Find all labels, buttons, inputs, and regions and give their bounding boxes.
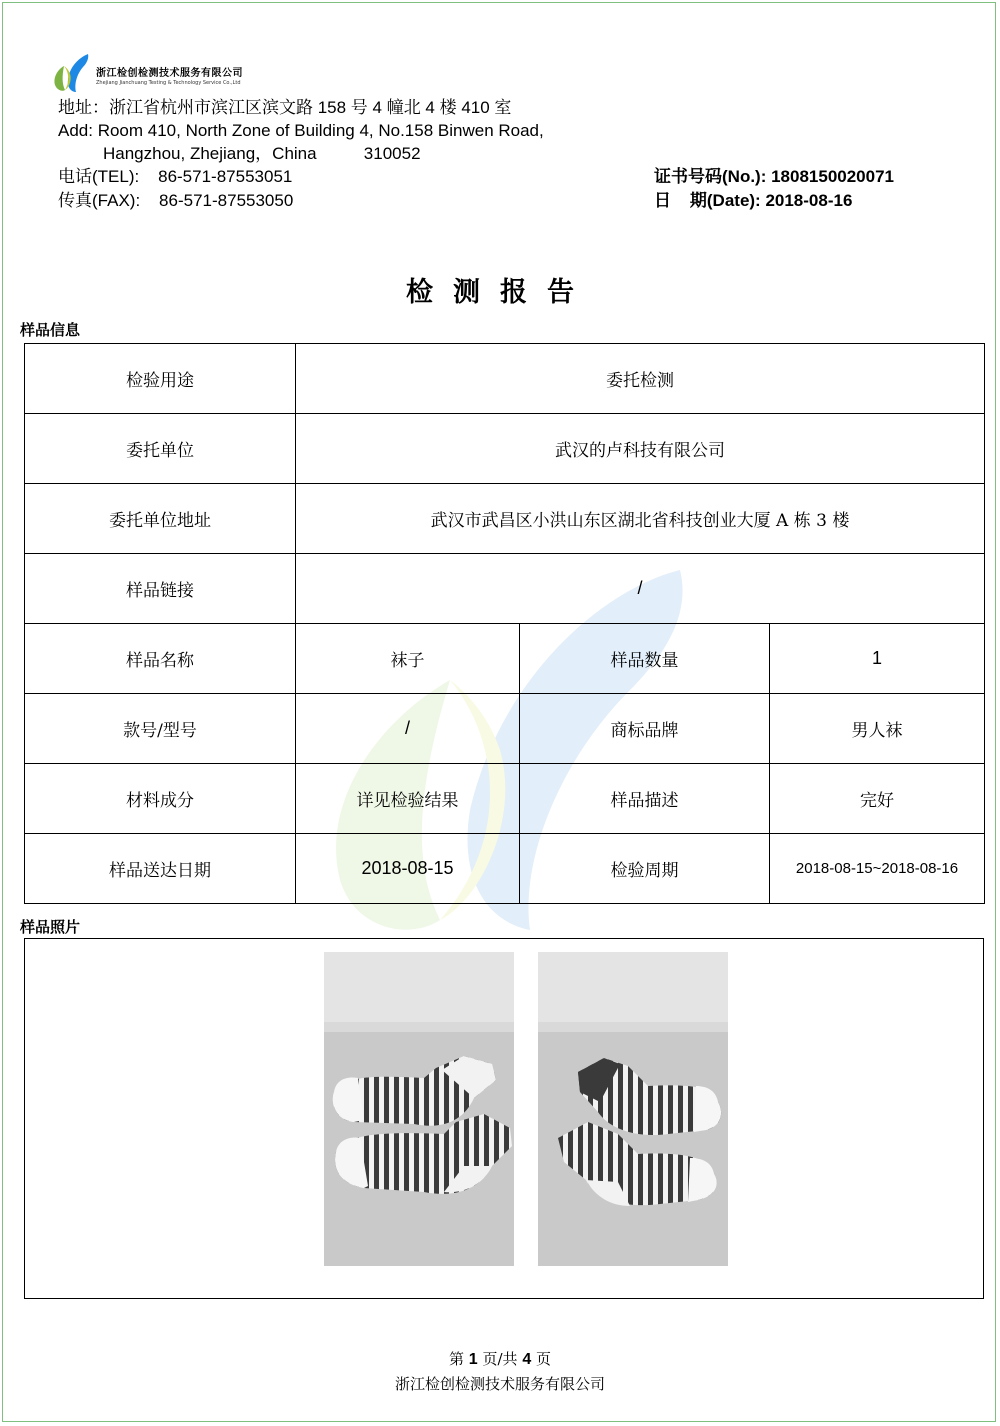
sample-link-label: 样品链接 xyxy=(25,554,296,624)
sample-name-label: 样品名称 xyxy=(25,624,296,694)
page-number xyxy=(0,1348,1000,1369)
address-en-line1: Add: Room 410, North Zone of Building 4, No.158 Binwen Road, xyxy=(58,121,544,140)
client-address-value: 武汉市武昌区小洪山东区湖北省科技创业大厦 A 栋 3 楼 xyxy=(296,484,985,554)
table-row xyxy=(25,554,985,624)
company-logo-icon xyxy=(52,52,92,94)
section-sample-photo: 样品照片 xyxy=(20,918,81,936)
description-value: 完好 xyxy=(770,764,985,834)
purpose-value: 委托检测 xyxy=(296,344,985,414)
sample-quantity-value: 1 xyxy=(770,624,985,694)
material-value: 详见检验结果 xyxy=(296,764,520,834)
sample-info-table xyxy=(24,343,985,904)
description-label: 样品描述 xyxy=(520,764,770,834)
table-row xyxy=(25,624,985,694)
brand-label: 商标品牌 xyxy=(520,694,770,764)
address-en-line2: Hangzhou, Zhejiang，China 310052 xyxy=(103,144,421,163)
sample-link-value: / xyxy=(296,554,985,624)
material-label: 材料成分 xyxy=(25,764,296,834)
table-row xyxy=(25,834,985,904)
telephone: 电话(TEL): 86-571-87553051 xyxy=(58,167,293,186)
certificate-number: 证书号码(No.): 1808150020071 xyxy=(654,167,895,186)
page-mid: 页/共 xyxy=(482,1350,518,1368)
page-current: 1 xyxy=(468,1351,478,1368)
sample-name-value: 袜子 xyxy=(296,624,520,694)
page-suffix: 页 xyxy=(536,1350,552,1368)
test-period-value: 2018-08-15~2018-08-16 xyxy=(770,834,985,904)
brand-value: 男人袜 xyxy=(770,694,985,764)
footer-company: 浙江检创检测技术服务有限公司 xyxy=(394,1375,605,1393)
client-label: 委托单位 xyxy=(25,414,296,484)
report-title: 检测报告 xyxy=(406,277,594,308)
page-prefix: 第 xyxy=(448,1350,464,1368)
table-row xyxy=(25,694,985,764)
model-value: / xyxy=(296,694,520,764)
company-name-cn: 浙江检创检测技术服务有限公司 xyxy=(96,68,243,79)
table-row xyxy=(25,344,985,414)
model-label: 款号/型号 xyxy=(25,694,296,764)
test-period-label: 检验周期 xyxy=(520,834,770,904)
table-row xyxy=(25,484,985,554)
company-name-en: Zhejiang Jianchuang Testing & Technology Service Co.,Ltd xyxy=(96,80,241,86)
client-value: 武汉的卢科技有限公司 xyxy=(296,414,985,484)
sample-photo-2 xyxy=(538,952,728,1266)
table-row xyxy=(25,764,985,834)
received-date-value: 2018-08-15 xyxy=(296,834,520,904)
address-cn: 地址：浙江省杭州市滨江区滨文路 158 号 4 幢北 4 楼 410 室 xyxy=(58,98,512,117)
table-row xyxy=(25,414,985,484)
page-total: 4 xyxy=(522,1351,532,1368)
sample-photo-1 xyxy=(324,952,514,1266)
purpose-label: 检验用途 xyxy=(25,344,296,414)
received-date-label: 样品送达日期 xyxy=(25,834,296,904)
fax: 传真(FAX): 86-571-87553050 xyxy=(58,191,294,210)
sample-quantity-label: 样品数量 xyxy=(520,624,770,694)
client-address-label: 委托单位地址 xyxy=(25,484,296,554)
section-sample-info: 样品信息 xyxy=(20,321,81,339)
report-date: 日 期(Date): 2018-08-16 xyxy=(654,191,853,210)
